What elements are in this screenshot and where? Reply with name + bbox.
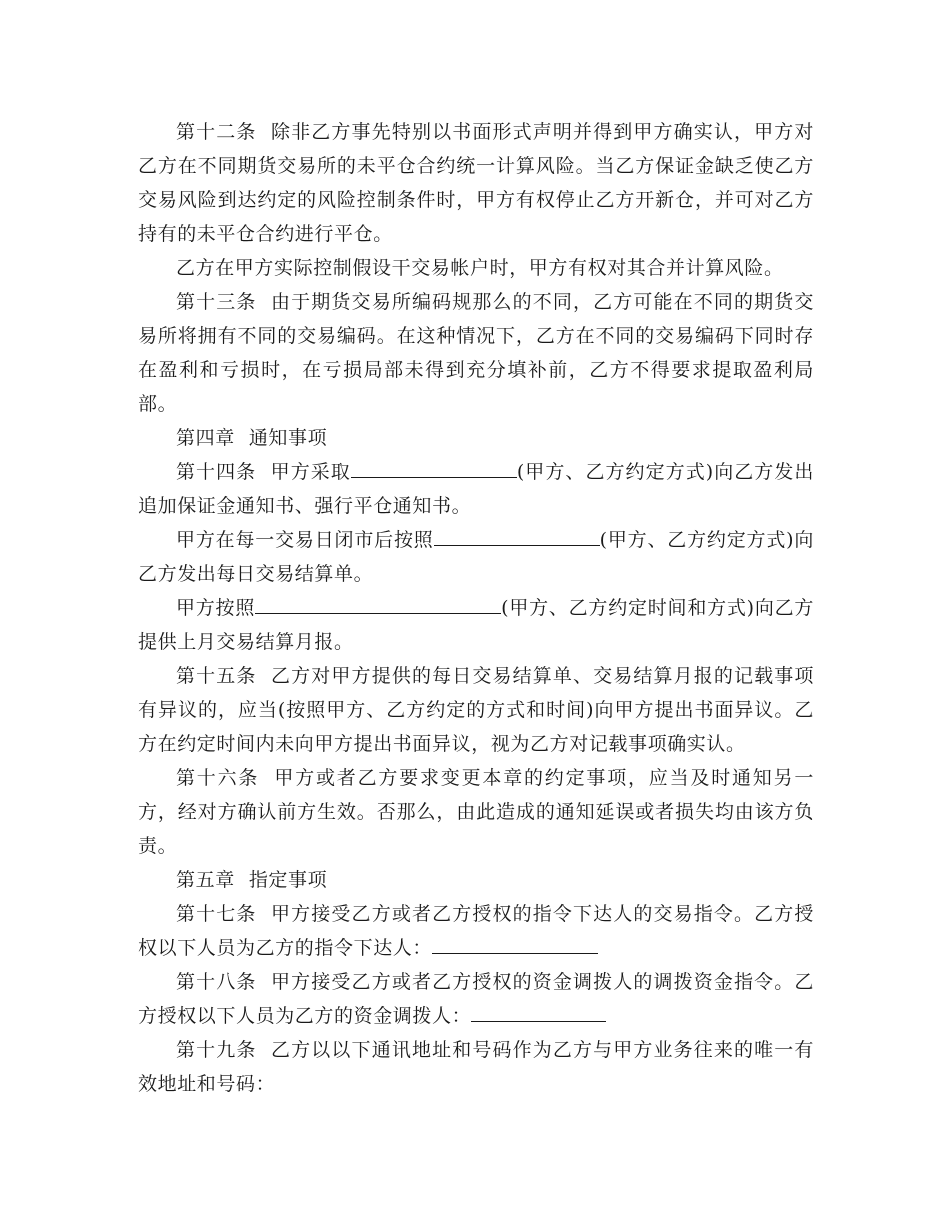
paragraph-text-post: (甲方、乙方约定方式)向乙方发出每日交易结算单。 bbox=[138, 529, 814, 585]
fill-in-blank-fund-transferor[interactable] bbox=[471, 999, 606, 1022]
article-text-pre: 甲方采取 bbox=[270, 461, 351, 483]
article-14-paragraph-2 bbox=[138, 523, 814, 591]
article-13 bbox=[138, 285, 814, 421]
chapter-title: 指定事项 bbox=[248, 869, 328, 891]
article-text: 乙方以以下通讯地址和号码作为乙方与甲方业务往来的唯一有效地址和号码： bbox=[138, 1039, 814, 1095]
fill-in-blank-order-issuer[interactable] bbox=[432, 931, 598, 954]
article-12 bbox=[138, 115, 814, 251]
article-text: 甲方接受乙方或者乙方授权的指令下达人的交易指令。乙方授权以下人员为乙方的指令下达人： bbox=[138, 903, 814, 959]
document-body bbox=[138, 115, 814, 1101]
article-15 bbox=[138, 659, 814, 761]
article-number: 第十五条 bbox=[176, 665, 257, 687]
fill-in-blank-notice-method[interactable] bbox=[351, 455, 517, 478]
article-text: 甲方或者乙方要求变更本章的约定事项，应当及时通知另一方，经对方确认前方生效。否那么，由此造成的通知延误或者损失均由该方负责。 bbox=[138, 767, 814, 857]
paragraph-text-pre: 甲方在每一交易日闭市后按照 bbox=[176, 529, 434, 551]
article-16 bbox=[138, 761, 814, 863]
article-text: 甲方接受乙方或者乙方授权的资金调拨人的调拨资金指令。乙方授权以下人员为乙方的资金调拨人： bbox=[138, 971, 814, 1027]
article-text: 乙方对甲方提供的每日交易结算单、交易结算月报的记载事项有异议的，应当(按照甲方、乙方约定的方式和时间)向甲方提出书面异议。乙方在约定时间内未向甲方提出书面异议，视为乙方对记载事项确实认。 bbox=[138, 665, 814, 755]
article-text: 除非乙方事先特别以书面形式声明并得到甲方确实认，甲方对乙方在不同期货交易所的未平仓合约统一计算风险。当乙方保证金缺乏使乙方交易风险到达约定的风险控制条件时，甲方有权停止乙方开新仓，并可对乙方持有的未平仓合约进行平仓。 bbox=[138, 121, 814, 245]
chapter-4-heading bbox=[138, 421, 814, 455]
article-17 bbox=[138, 897, 814, 965]
article-19 bbox=[138, 1033, 814, 1101]
paragraph-text-pre: 甲方按照 bbox=[176, 597, 256, 619]
fill-in-blank-daily-statement-method[interactable] bbox=[434, 523, 600, 546]
chapter-number: 第四章 bbox=[176, 427, 235, 449]
article-number: 第十三条 bbox=[176, 291, 257, 313]
article-number: 第十七条 bbox=[176, 903, 257, 925]
article-14-paragraph-3 bbox=[138, 591, 814, 659]
paragraph-text-post: (甲方、乙方约定时间和方式)向乙方提供上月交易结算月报。 bbox=[138, 597, 815, 653]
article-18 bbox=[138, 965, 814, 1033]
article-12-paragraph-2: 乙方在甲方实际控制假设干交易帐户时，甲方有权对其合并计算风险。 bbox=[176, 257, 784, 279]
fill-in-blank-monthly-report-method[interactable] bbox=[255, 591, 501, 614]
chapter-title: 通知事项 bbox=[248, 427, 328, 449]
article-number: 第十八条 bbox=[176, 971, 257, 993]
article-number: 第十四条 bbox=[176, 461, 257, 483]
article-number: 第十二条 bbox=[176, 121, 257, 143]
article-number: 第十六条 bbox=[176, 767, 260, 789]
article-14 bbox=[138, 455, 814, 523]
article-text: 由于期货交易所编码规那么的不同，乙方可能在不同的期货交易所将拥有不同的交易编码。在这种情况下，乙方在不同的交易编码下同时存在盈利和亏损时，在亏损局部未得到充分填补前，乙方不得要求提取盈利局部。 bbox=[138, 291, 814, 415]
article-text-post: (甲方、乙方约定方式)向乙方发出追加保证金通知书、强行平仓通知书。 bbox=[138, 461, 814, 517]
chapter-number: 第五章 bbox=[176, 869, 235, 891]
chapter-5-heading bbox=[138, 863, 814, 897]
article-number: 第十九条 bbox=[176, 1039, 257, 1061]
